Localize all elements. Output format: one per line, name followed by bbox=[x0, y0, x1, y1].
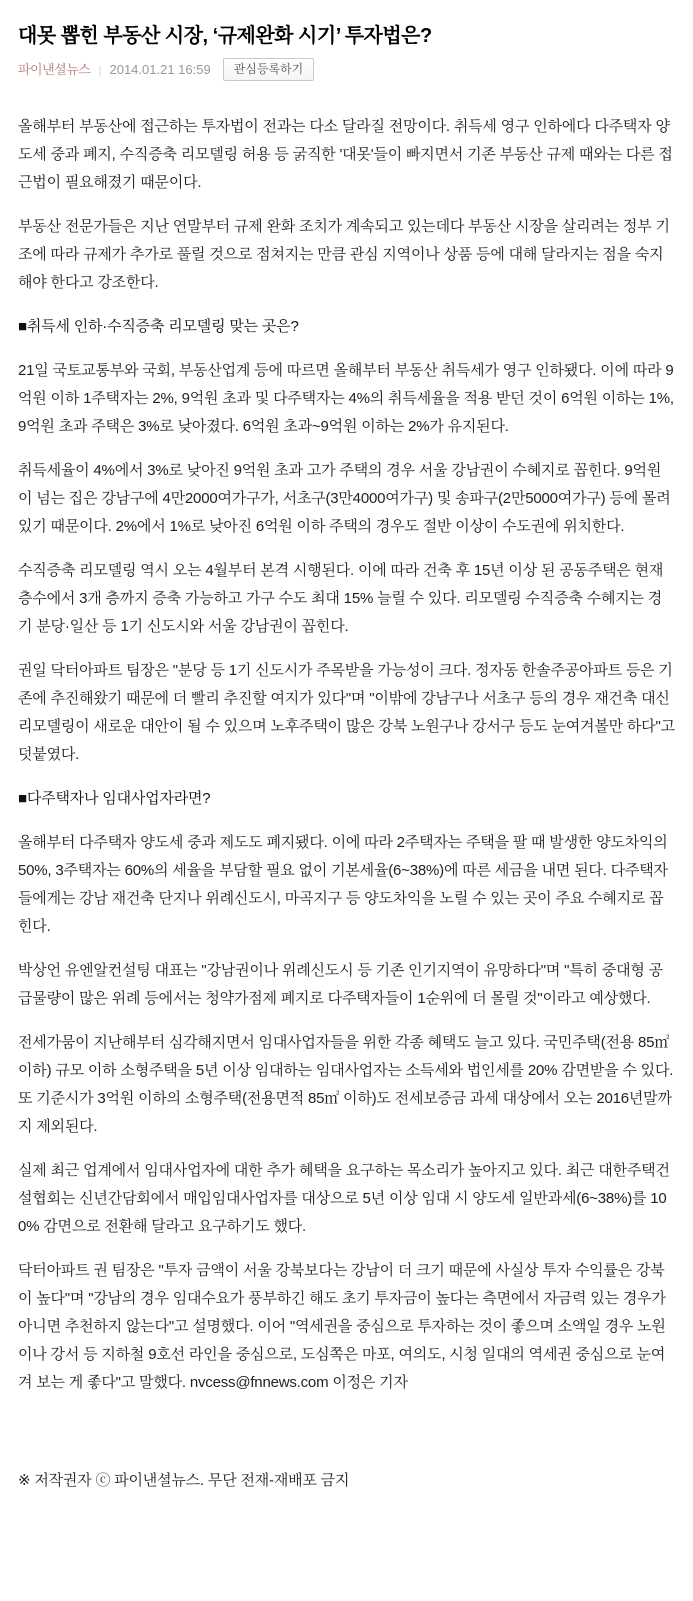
article-paragraph: 실제 최근 업계에서 임대사업자에 대한 추가 혜택을 요구하는 목소리가 높아지고 있다. 최근 대한주택건설협회는 신년간담회에서 매입임대사업자를 대상으로 5년 이상 임대 시 양도세 일반과세(6~38%)를 100% 감면으로 전환해 달라고 요구하기도 했다. bbox=[18, 1162, 670, 1235]
article-paragraph: 전세가뭄이 지난해부터 심각해지면서 임대사업자들을 위한 각종 혜택도 늘고 있다. 국민주택(전용 85㎡ 이하) 규모 이하 소형주택을 5년 이상 임대하는 임대사업자는 소득세와 법인세를 20% 감면받을 수 있다. 또 기준시가 3억원 이하의 소형주택(전용면적 85㎡ 이하)도 전세보증금 과세 대상에서 오는 2016년말까지 제외된다. bbox=[18, 1034, 674, 1135]
publish-datetime: 2014.01.21 16:59 bbox=[109, 61, 211, 77]
article-paragraph: 올해부터 다주택자 양도세 중과 제도도 폐지됐다. 이에 따라 2주택자는 주택을 팔 때 발생한 양도차익의 50%, 3주택자는 60%의 세율을 부담할 필요 없이 기본세율(6~38%)에 따른 세금을 내면 된다. 다주택자들에게는 강남 재건축 단지나 위례신도시, 마곡지구 등 양도차익을 노릴 수 있는 곳이 주요 수혜지로 꼽힌다. bbox=[18, 834, 668, 935]
byline bbox=[18, 58, 675, 81]
article-paragraph: 박상언 유엔알컨설팅 대표는 "강남권이나 위례신도시 등 기존 인기지역이 유망하다"며 "특히 중대형 공급물량이 많은 위례 등에서는 청약가점제 폐지로 다주택자들이 1순위에 더 몰릴 것"이라고 예상했다. bbox=[18, 962, 663, 1007]
article-body bbox=[18, 113, 675, 1397]
follow-register-button[interactable]: 관심등록하기 bbox=[223, 58, 315, 81]
article-paragraph: 권일 닥터아파트 팀장은 "분당 등 1기 신도시가 주목받을 가능성이 크다. 정자동 한솔주공아파트 등은 기존에 추진해왔기 때문에 더 빨리 추진할 여지가 있다"며 "이밖에 강남구나 서초구 등의 경우 재건축 대신 리모델링이 새로운 대안이 될 수 있으며 노후주택이 많은 강북 노원구나 강서구 등도 눈여겨볼만 하다"고 덧붙였다. bbox=[18, 662, 675, 763]
page-title: 대못 뽑힌 부동산 시장, ‘규제완화 시기’ 투자법은? bbox=[18, 25, 432, 47]
byline-divider: | bbox=[98, 62, 102, 77]
article-paragraph: 올해부터 부동산에 접근하는 투자법이 전과는 다소 달라질 전망이다. 취득세 영구 인하에다 다주택자 양도세 중과 폐지, 수직증축 리모델링 허용 등 굵직한 '대못'들이 빠지면서 기존 부동산 규제 때와는 다른 접근법이 필요해졌기 때문이다. bbox=[18, 118, 673, 191]
copyright-notice: ※ 저작권자 ⓒ 파이낸셜뉴스. 무단 전재-재배포 금지 bbox=[18, 1472, 350, 1489]
article-paragraph: 수직증축 리모델링 역시 오는 4월부터 본격 시행된다. 이에 따라 건축 후 15년 이상 된 공동주택은 현재 층수에서 3개 층까지 증축 가능하고 가구 수도 최대 15% 늘릴 수 있다. 리모델링 수직증축 수혜지는 경기 분당·일산 등 1기 신도시와 서울 강남권이 꼽힌다. bbox=[18, 562, 664, 635]
section-heading: ■다주택자나 임대사업자라면? bbox=[18, 790, 211, 807]
article-paragraph: 부동산 전문가들은 지난 연말부터 규제 완화 조치가 계속되고 있는데다 부동산 시장을 살리려는 정부 기조에 따라 규제가 추가로 풀릴 것으로 점쳐지는 만큼 관심 지역이나 상품 등에 대해 달라지는 점을 숙지해야 한다고 강조한다. bbox=[18, 218, 670, 291]
article-paragraph: 취득세율이 4%에서 3%로 낮아진 9억원 초과 고가 주택의 경우 서울 강남권이 수혜지로 꼽힌다. 9억원이 넘는 집은 강남구에 4만2000여가구가, 서초구(3만4000여가구) 및 송파구(2만5000여가구) 등에 몰려 있기 때문이다. 2%에서 1%로 낮아진 6억원 이하 주택의 경우도 절반 이상이 수도권에 위치한다. bbox=[18, 462, 671, 535]
article-paragraph: 닥터아파트 권 팀장은 "투자 금액이 서울 강북보다는 강남이 더 크기 때문에 사실상 투자 수익률은 강북이 높다"며 "강남의 경우 임대수요가 풍부하긴 해도 초기 투자금이 높다는 측면에서 자금력 있는 경우가 아니면 추천하지 않는다"고 설명했다. 이어 "역세권을 중심으로 투자하는 것이 좋으며 소액일 경우 노원이나 강서 등 지하철 9호선 라인을 중심으로, 도심쪽은 마포, 여의도, 시청 일대의 역세권 중심으로 눈여겨 보는 게 좋다"고 말했다. nvcess@fnnews.com 이정은 기자 bbox=[18, 1262, 666, 1391]
section-heading: ■취득세 인하·수직증축 리모델링 맞는 곳은? bbox=[18, 318, 299, 335]
source-name[interactable]: 파이낸셜뉴스 bbox=[18, 61, 91, 77]
article-paragraph: 21일 국토교통부와 국회, 부동산업계 등에 따르면 올해부터 부동산 취득세가 영구 인하됐다. 이에 따라 9억원 이하 1주택자는 2%, 9억원 초과 및 다주택자는 4%의 취득세율을 적용 받던 것이 6억원 이하는 1%, 9억원 초과 주택은 3%로 낮아졌다. 6억원 초과~9억원 이하는 2%가 유지된다. bbox=[18, 362, 674, 435]
